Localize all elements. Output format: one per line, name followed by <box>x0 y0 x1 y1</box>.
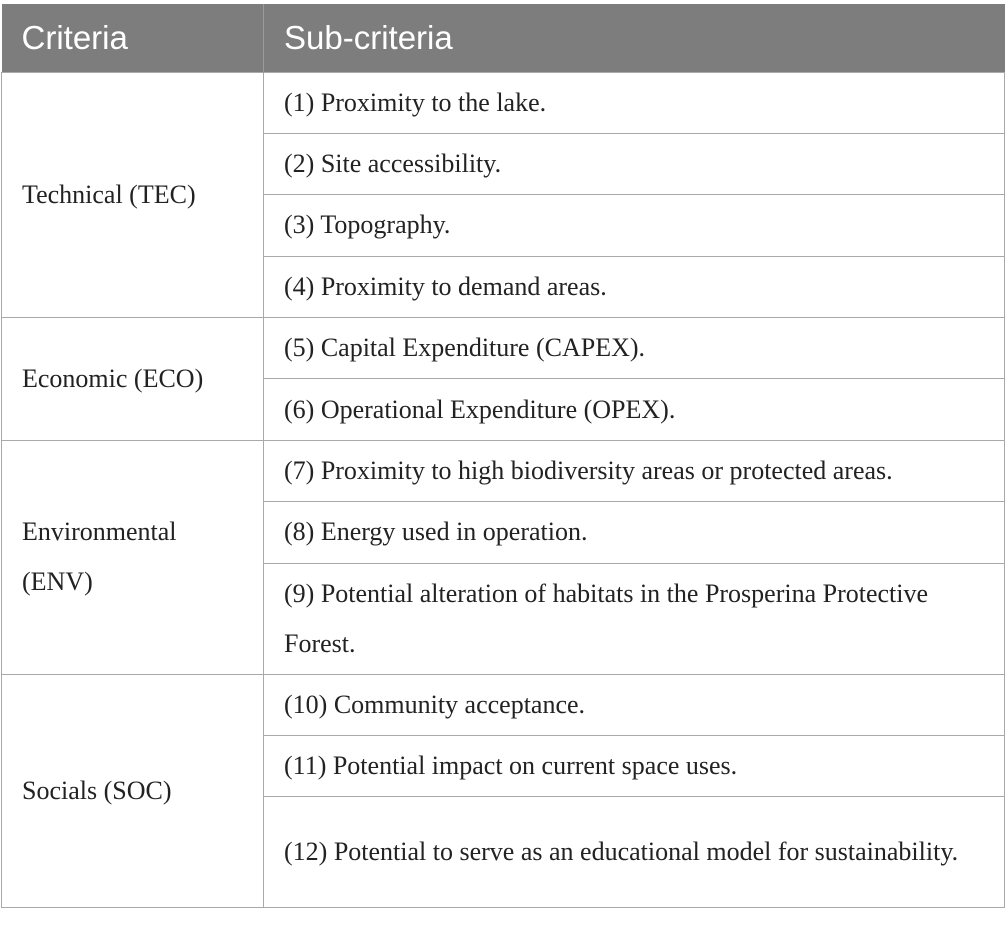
criterion-technical: Technical (TEC) <box>2 72 264 318</box>
sub-criterion-4: (4) Proximity to demand areas. <box>264 256 1005 317</box>
sub-criterion-9: (9) Potential alteration of habitats in the Prosperina Protective Forest. <box>264 563 1005 674</box>
header-criteria: Criteria <box>2 4 264 72</box>
criteria-table <box>1 4 1005 908</box>
sub-criterion-2: (2) Site accessibility. <box>264 133 1005 194</box>
sub-criterion-10: (10) Community acceptance. <box>264 674 1005 735</box>
sub-criterion-12: (12) Potential to serve as an educational model for sustainability. <box>264 797 1005 908</box>
table-row <box>2 318 1005 379</box>
table-row <box>2 72 1005 133</box>
table-body <box>2 72 1005 908</box>
criterion-socials: Socials (SOC) <box>2 674 264 908</box>
table-header <box>2 4 1005 72</box>
table-row <box>2 440 1005 501</box>
sub-criterion-5: (5) Capital Expenditure (CAPEX). <box>264 318 1005 379</box>
criterion-economic: Economic (ECO) <box>2 318 264 441</box>
sub-criterion-6: (6) Operational Expenditure (OPEX). <box>264 379 1005 440</box>
header-row <box>2 4 1005 72</box>
sub-criterion-1: (1) Proximity to the lake. <box>264 72 1005 133</box>
table-row <box>2 674 1005 735</box>
sub-criterion-7: (7) Proximity to high biodiversity areas or protected areas. <box>264 440 1005 501</box>
criterion-environmental: Environmental (ENV) <box>2 440 264 674</box>
sub-criterion-8: (8) Energy used in operation. <box>264 502 1005 563</box>
sub-criterion-3: (3) Topography. <box>264 195 1005 256</box>
header-sub-criteria: Sub-criteria <box>264 4 1005 72</box>
sub-criterion-11: (11) Potential impact on current space uses. <box>264 736 1005 797</box>
